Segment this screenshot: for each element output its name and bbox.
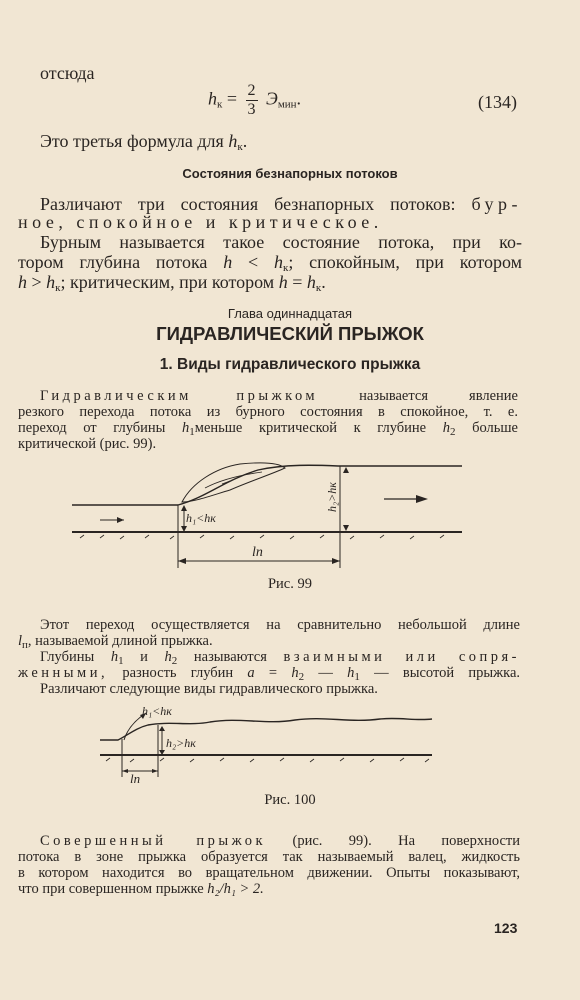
p7-line3: в котором находится во вращательном движении. Опыты показывают, bbox=[18, 865, 520, 881]
fig100-label-h1: h₁<hк bbox=[142, 704, 172, 718]
p3-line1: Гидравлическим прыжком называется явление bbox=[40, 388, 518, 404]
p2-line3: $h > h_к$; критическим, при котором $h = h_к$. bbox=[18, 272, 326, 294]
p1-line2: ное, спокойное и критическое. bbox=[18, 212, 383, 232]
p4-line1: Этот переход осуществляется на сравнительно небольшой длине bbox=[40, 617, 520, 633]
fig99-label-h2: h₂>hк bbox=[325, 482, 339, 512]
equation-number: (134) bbox=[478, 92, 517, 112]
p7-line4: что при совершенном прыжке h₂/h₁ > 2. bbox=[18, 881, 264, 897]
section-heading: Состояния безнапорных потоков bbox=[182, 166, 398, 181]
page-number: 123 bbox=[494, 920, 518, 936]
fig99-caption: Рис. 99 bbox=[267, 576, 312, 592]
text-otsyuda: отсюда bbox=[40, 63, 95, 83]
third-formula-line: Это третья формула для $h_к$. bbox=[40, 131, 248, 153]
formula-134: $h_к$ = $\frac{2}{3}$ $Э_{мин}$. bbox=[208, 82, 302, 118]
fig100-caption: Рис. 100 bbox=[264, 792, 316, 808]
fig100-water-surface bbox=[100, 718, 432, 740]
p5-line1: Глубины $h_1$ и $h_2$ называются взаимными или сопря- bbox=[40, 649, 521, 667]
p2-line2: тором глубина потока $h < h_к$; спокойным, при котором bbox=[18, 252, 523, 274]
p3-line3: переход от глубины $h_1меньше$ критической к глубине $h_2$ больше bbox=[18, 420, 518, 438]
p3-line4: критической (рис. 99). bbox=[18, 436, 157, 452]
p1-line1: Различают три состояния безнапорных потоков: бур- bbox=[40, 194, 522, 214]
fig100-label-h2: h₂>hк bbox=[166, 736, 196, 750]
chapter-title: ГИДРАВЛИЧЕСКИЙ ПРЫЖОК bbox=[156, 323, 424, 344]
fig100-label-lp: lп bbox=[130, 771, 141, 785]
p6-line: Различают следующие виды гидравлического прыжка. bbox=[40, 681, 378, 697]
fig99-roller bbox=[182, 463, 285, 502]
fig99-label-h1: h₁<hк bbox=[186, 511, 216, 525]
subsection-title: 1. Виды гидравлического прыжка bbox=[159, 356, 421, 373]
p3-line2: резкого перехода потока из бурного состояния в спокойное, т. е. bbox=[18, 404, 518, 420]
fig99-label-lp: lп bbox=[252, 545, 263, 560]
p2-line1: Бурным называется такое состояние потока, при ко- bbox=[40, 232, 522, 252]
p7-line1: Совершенный прыжок (рис. 99). На поверхности bbox=[40, 833, 521, 849]
p5-line2: женными, разность глубин $a = h_2$ — $h_1$ — высотой прыжка. bbox=[18, 665, 521, 683]
p4-line2: $l_п$, называемой длиной прыжка. bbox=[18, 633, 213, 651]
chapter-label: Глава одиннадцатая bbox=[227, 306, 353, 321]
figure-100-hydraulic-jump bbox=[0, 695, 580, 785]
p7-line2: потока в зоне прыжка образуется так называемый валец, жидкость bbox=[18, 849, 520, 865]
figure-99-hydraulic-jump bbox=[0, 450, 580, 580]
